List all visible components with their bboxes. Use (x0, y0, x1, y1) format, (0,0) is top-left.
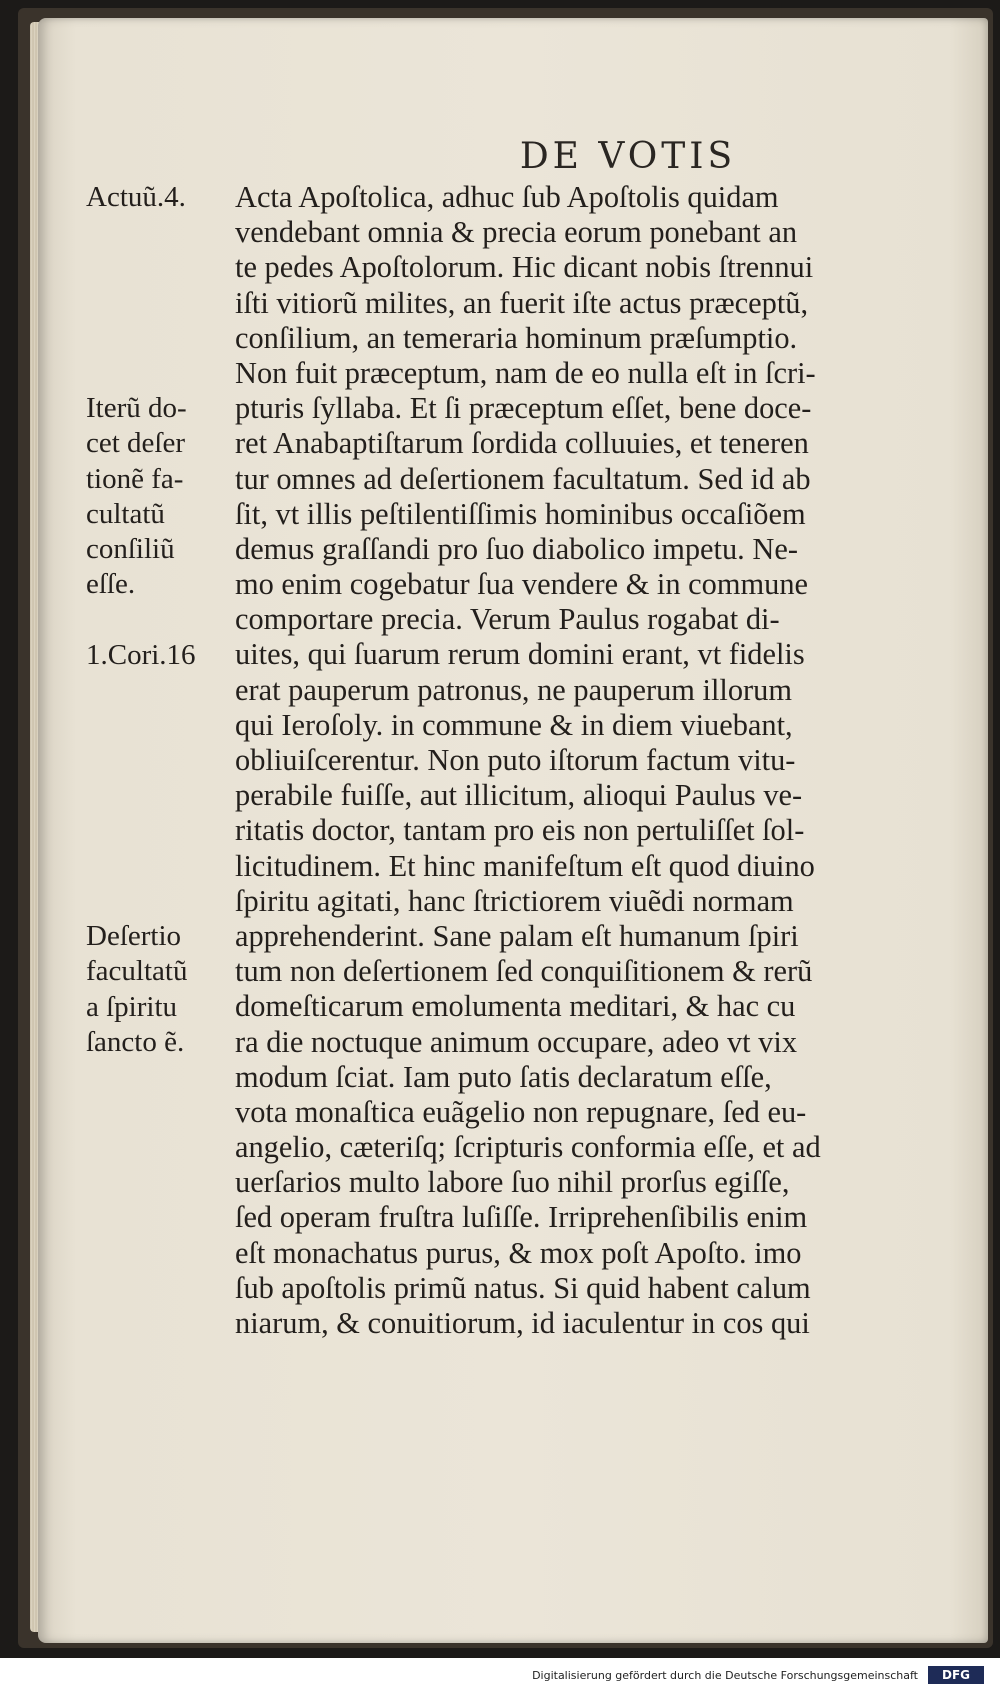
margin-note (86, 391, 226, 602)
text-line: eſt monachatus purus, & mox poſt Apoſto. imo (235, 1235, 802, 1270)
text-line: licitudinem. Et hinc manifeſtum eſt quod diuino (235, 848, 815, 883)
text-line: apprehenderint. Sane palam eſt humanum ſpiri (235, 918, 799, 953)
text-line: iſti vitiorũ milites, an fuerit iſte actus præceptũ, (235, 285, 809, 320)
margin-note-line: cet deſer (86, 427, 186, 460)
text-line: tum non deſertionem ſed conquiſitionem & rerũ (235, 954, 813, 989)
text-line: Acta Apoſtolica, adhuc ſub Apoſtolis quidam (235, 180, 779, 214)
margin-note-line: conſiliũ (86, 533, 175, 565)
text-line: erat pauperum patronus, ne pauperum illorum (235, 672, 792, 707)
text-line: domeſticarum emolumenta meditari, & hac cu (235, 989, 796, 1024)
dfg-logo-icon: DFG (928, 1666, 984, 1684)
text-line: mo enim cogebatur ſua vendere & in commune (235, 567, 809, 602)
text-line: ſpiritu agitati, hanc ſtrictiorem viuẽdi normam (235, 883, 794, 918)
footer-credit: Digitalisierung gefördert durch die Deutsche Forschungsgemeinschaft (532, 1669, 918, 1682)
margin-note-line: Deſertio (86, 920, 182, 953)
text-line: ſub apoſtolis primũ natus. Si quid habent calum (235, 1270, 811, 1305)
text-line: tur omnes ad deſertionem facultatum. Sed id ab (235, 461, 811, 496)
margin-note (86, 919, 226, 1060)
text-line: uerſarios multo labore ſuo nihil prorſus egiſſe, (235, 1165, 790, 1200)
text-line: modum ſciat. Iam puto ſatis declaratum eſſe, (235, 1059, 772, 1094)
margin-note-line: cultatũ (86, 497, 165, 530)
margin-note-line: tionẽ fa- (86, 462, 184, 495)
text-line: qui Ieroſoly. in commune & in diem viuebant, (235, 707, 793, 742)
text-line: perabile fuiſſe, aut illicitum, alioqui Paulus ve- (235, 778, 803, 813)
text-line: uites, qui ſuarum rerum domini erant, vt fidelis (235, 637, 805, 672)
margin-note (86, 180, 226, 215)
text-line: vota monaſtica euãgelio non repugnare, ſed eu- (235, 1094, 807, 1129)
margin-note-line: facultatũ (86, 955, 188, 988)
margin-note-line: Iterũ do- (86, 392, 187, 425)
text-line: ritatis doctor, tantam pro eis non pertuliſſet ſol- (235, 813, 805, 848)
margin-note-line: ſancto ẽ. (86, 1025, 185, 1058)
text-line: ret Anabaptiſtarum ſordida colluuies, et teneren (235, 426, 809, 461)
running-head: DE VOTIS (519, 136, 737, 177)
margin-note-line: a ſpiritu (86, 990, 178, 1023)
footer-bar (0, 1658, 1000, 1695)
body-text (235, 180, 935, 1341)
margin-note-line: Actuũ.4. (86, 181, 186, 213)
text-line: vendebant omnia & precia eorum ponebant an (235, 215, 798, 250)
text-line: pturis ſyllaba. Et ſi præceptum eſſet, bene doce- (235, 391, 812, 426)
text-line: conſilium, an temeraria hominum præſumptio. (235, 320, 798, 355)
text-line: te pedes Apoſtolorum. Hic dicant nobis ſtrennui (235, 250, 814, 285)
margin-note-line: 1.Cori.16 (86, 638, 196, 671)
text-line: obliuiſcerentur. Non puto iſtorum factum vitu- (235, 743, 796, 777)
text-line: comportare precia. Verum Paulus rogabat di- (235, 602, 780, 637)
margin-note-line: eſſe. (86, 568, 136, 601)
text-line: niarum, & conuitiorum, id iaculentur in cos qui (235, 1306, 810, 1340)
text-line: ſed operam fruſtra luſiſſe. Irriprehenſibilis enim (235, 1200, 808, 1235)
text-line: ra die noctuque animum occupare, adeo vt vix (235, 1024, 798, 1059)
text-line: demus graſſandi pro ſuo diabolico impetu. Ne- (235, 531, 798, 566)
text-line: angelio, cæteriſq; ſcripturis conformia eſſe, et ad (235, 1130, 821, 1165)
text-line: Non fuit præceptum, nam de eo nulla eſt in ſcri- (235, 355, 816, 390)
margin-note (86, 638, 226, 673)
text-line: ſit, vt illis peſtilentiſſimis hominibus occaſiõem (235, 496, 806, 531)
